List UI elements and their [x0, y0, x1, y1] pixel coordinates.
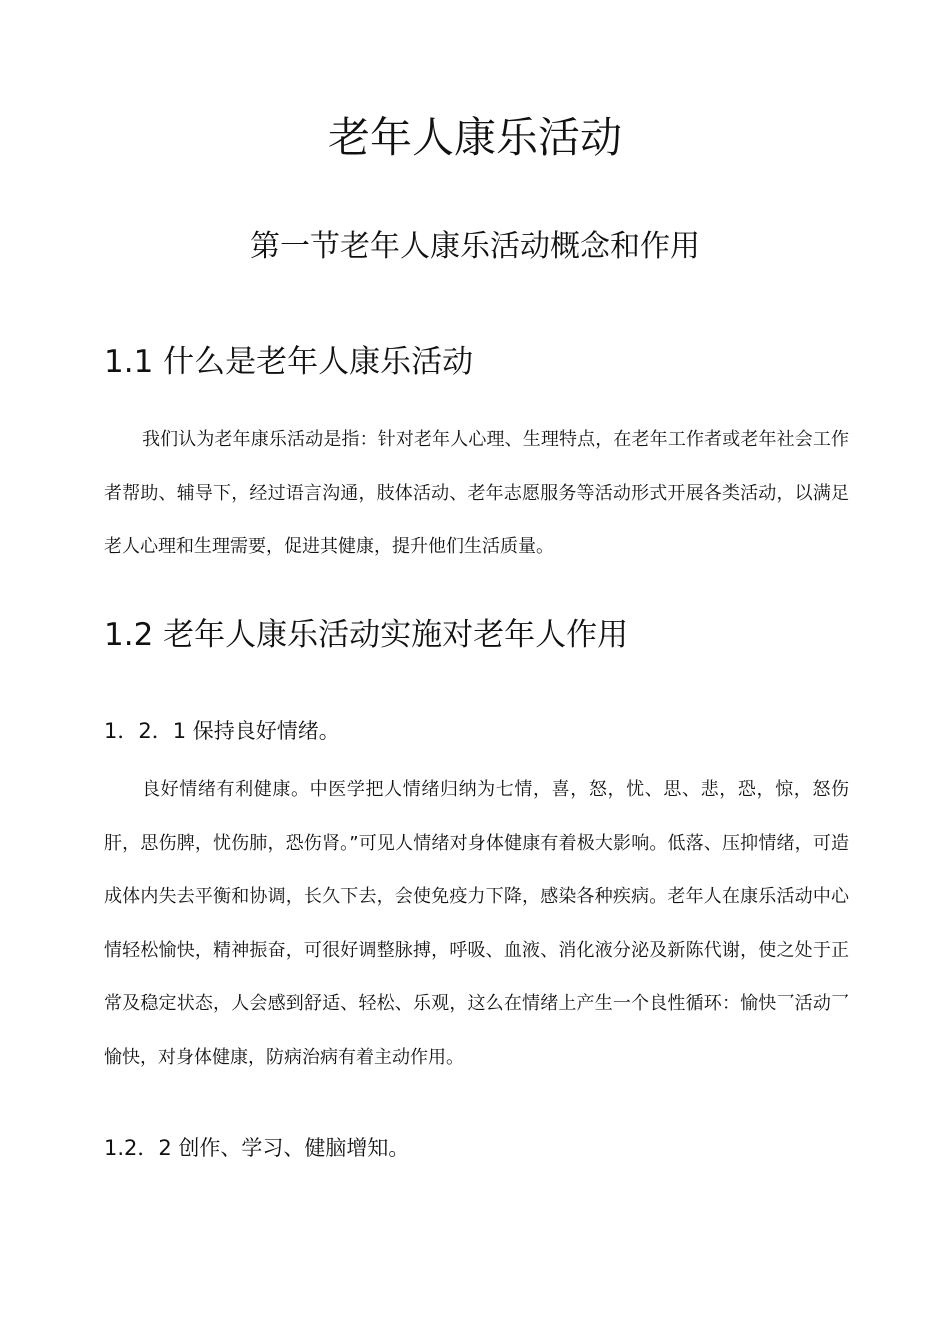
- section-heading-1-1: 1.1 什么是老年人康乐活动: [104, 344, 474, 380]
- section-paragraph-1-1: 我们认为老年康乐活动是指：针对老年人心理、生理特点，在老年工作者或老年社会工作者帮助、辅导下，经过语言沟通，肢体活动、老年志愿服务等活动形式开展各类活动，以满足老人心理和生理需要，促进其健康，提升他们生活质量。: [104, 429, 849, 557]
- subsection-paragraph-1-2-1: 良好情绪有利健康。中医学把人情绪归纳为七情，喜，怒，忧、思、悲，恐，惊，怒伤肝，思伤脾，忧伤肺，恐伤肾。”可见人情绪对身体健康有着极大影响。低落、压抑情绪，可造成体内失去平衡和协调，长久下去，会使免疫力下降，感染各种疾病。老年人在康乐活动中心情轻松愉快，精神振奋，可很好调整脉搏，呼吸、血液、消化液分泌及新陈代谢，使之处于正常及稳定状态，人会感到舒适、轻松、乐观，这么在情绪上产生一个良性循环：愉快乛活动乛愉快，对身体健康，防病治病有着主动作用。: [104, 779, 849, 1068]
- document-title: 老年人康乐活动: [327, 113, 622, 162]
- subsection-heading-1-2-1: 1．2．1 保持良好情绪。: [104, 719, 340, 743]
- subsection-heading-1-2-2: 1.2．2 创作、学习、健脑增知。: [104, 1136, 410, 1160]
- chapter-title: 第一节老年人康乐活动概念和作用: [250, 229, 700, 264]
- section-heading-1-2: 1.2 老年人康乐活动实施对老年人作用: [104, 617, 629, 653]
